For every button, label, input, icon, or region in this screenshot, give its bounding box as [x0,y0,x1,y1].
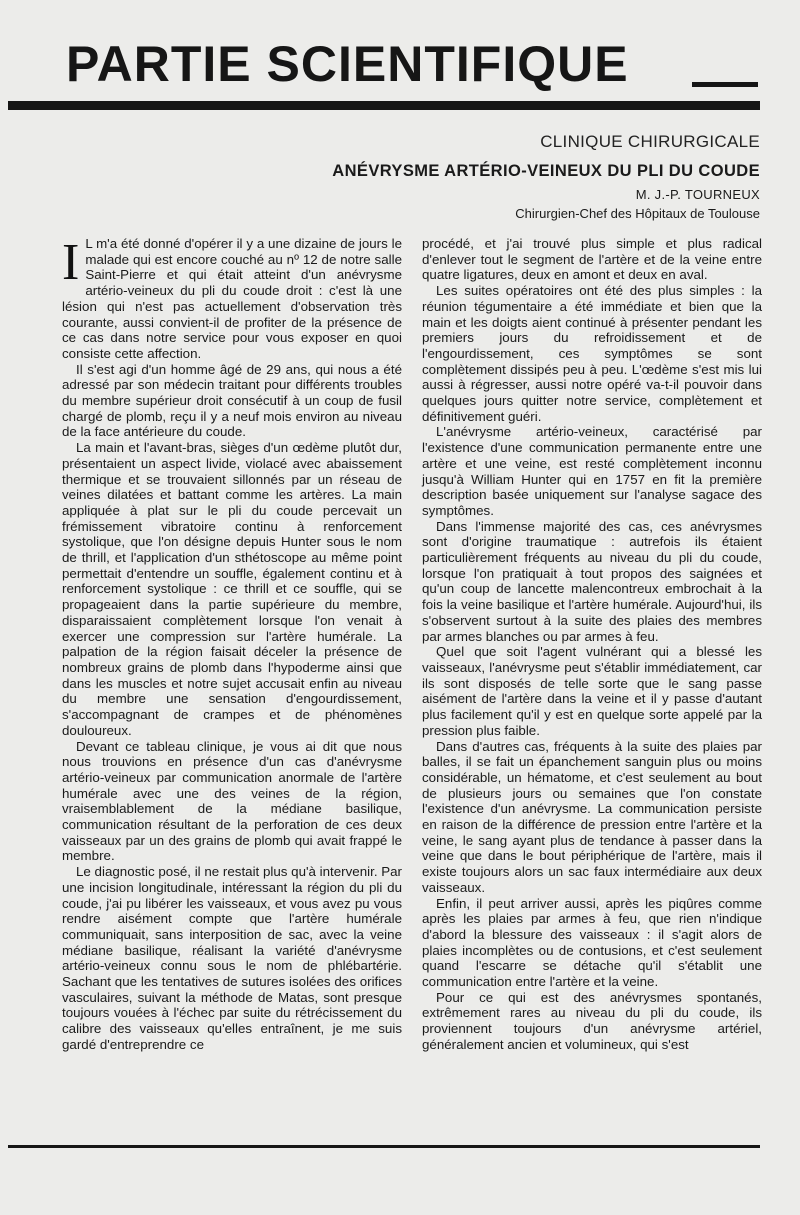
paragraph: Il s'est agi d'un homme âgé de 29 ans, qui nous a été adressé par son médecin traitant pour différents troubles du membre supérieur droit consécutif à un coup de fusil chargé de plomb, reçu il y a neuf mois environ au niveau de la face antérieure du coude. [62,361,402,440]
paragraph: Le diagnostic posé, il ne restait plus qu'à intervenir. Par une incision longitudinale, intéressant la région du pli du coude, j'ai pu libérer les vaisseaux, et vous avez pu vous rendre aisément compte que l'artère humérale communiquait, sans interposition de sac, avec la veine médiane basilique, réalisant la variété d'anévrysme artério-veineux connu sous le nom de phlébartérie. Sachant que les tentatives de sutures isolées des orifices vasculaires, suivant la méthode de Matas, sont presque toujours vouées à l'échec par suite du rétrécissement du calibre des vaisseaux qu'elles entraînent, je me suis gardé d'entreprendre ce [62,864,402,1052]
paragraph: Les suites opératoires ont été des plus simples : la réunion tégumentaire a été immédiate et bien que la main et les doigts aient continué à présenter pendant les premiers jours du refroidissement et de l'engourdissement, ces symptômes se sont complètement dissipés peu à peu. L'œdème s'est mis lui aussi à régresser, aussi notre opéré va-t-il pouvoir dans quelques jours quitter notre service, complètement et définitivement guéri. [422,283,762,424]
paragraph: La main et l'avant-bras, sièges d'un œdème plutôt dur, présentaient un aspect livide, violacé avec abaissement thermique et se trouvaient sillonnés par un réseau de veines dilatées et battant comme les artères. La main appliquée à plat sur le pli du coude percevait un frémissement vibratoire continu à renforcement systolique, que l'on désigne depuis Hunter sous le nom de thrill, et l'application d'un sthétoscope au même point permettait d'entendre un souffle, également continu et à renforcement systolique : ce thrill et ce souffle, qui se propageaient dans la partie supérieure du membre, disparaissaient complètement lorsque l'on venait à exercer une compression sur l'artère humérale. La palpation de la région faisait déceler la présence de nombreux grains de plomb dans l'hypoderme ainsi que dans les muscles et notre sujet accusait enfin au niveau du membre une sensation d'engourdissement, s'accompagnant de crampes et de phénomènes douloureux. [62,440,402,738]
right-column [422,236,762,1053]
paragraph: Devant ce tableau clinique, je vous ai dit que nous nous trouvions en présence d'un cas d'anévrysme artério-veineux par communication anormale de l'artère humérale avec une des veines de la région, vraisemblablement de la médiane basilique, communication résultant de la perforation de ces deux vaisseaux par un des grains de plomb qui avait frappé le membre. [62,738,402,864]
paragraph: I L m'a été donné d'opérer il y a une dizaine de jours le malade qui est encore couché au nº 12 de notre salle Saint-Pierre et qui était atteint d'un anévrysme artério-veineux du pli du coude droit : c'est là une lésion qui n'est pas actuellement d'observation très courante, aussi convient-il de profiter de la présence de ce cas dans notre service pour vous exposer en quoi consiste cette affection. [62,234,402,361]
author: M. J.-P. TOURNEUX [635,187,760,202]
title-dash-rule [692,82,758,87]
header-rule [8,101,760,110]
paragraph: Enfin, il peut arriver aussi, après les piqûres comme après les plaies par armes à feu, que rien n'indique d'abord la blessure des vaisseaux : il s'agit alors de plaies incomplètes ou de contusions, et c'est seulement quand l'escarre se détache qu'il s'établit une communication entre l'artère et la veine. [422,895,762,990]
paragraph: procédé, et j'ai trouvé plus simple et plus radical d'enlever tout le segment de l'artère et de la veine entre quatre ligatures, deux en amont et deux en aval. [422,236,762,283]
left-column [62,236,402,1053]
footer-rule [8,1145,760,1148]
author-affiliation: Chirurgien-Chef des Hôpitaux de Toulouse [515,206,760,221]
paragraph: Dans d'autres cas, fréquents à la suite des plaies par balles, il se fait un épanchement sanguin plus ou moins considérable, un hématome, et c'est seulement au bout de plusieurs jours ou semaines que l'on constate l'existence d'un anévrysme. La communication persiste en raison de la différence de pression entre l'artère et la veine, le sang ayant plus de tendance à passer dans la veine que dans le bout périphérique de l'artère, mais il existe toujours alors un sac faux intermédiaire aux deux vaisseaux. [422,738,762,895]
paragraph: Pour ce qui est des anévrysmes spontanés, extrêmement rares au niveau du pli du coude, ils proviennent toujours d'un anévrysme artériel, généralement ancien et volumineux, qui s'est [422,989,762,1052]
section-label: CLINIQUE CHIRURGICALE [540,132,760,151]
paragraph: Dans l'immense majorité des cas, ces anévrysmes sont d'origine traumatique : autrefois ils étaient particulièrement fréquents au niveau du pli du coude, lorsque l'on pratiquait à tout propos des saignées et qu'un coup de lancette malencontreux embrochait à la fois la veine basilique et l'artère humérale. Aujourd'hui, ils s'observent surtout à la suite des plaies des membres par armes blanches ou par armes à feu. [422,518,762,644]
drop-cap: I [62,234,80,291]
paragraph: Quel que soit l'agent vulnérant qui a blessé les vaisseaux, l'anévrysme peut s'établir immédiatement, car ils sont disposés de telle sorte que le sang passe aisément de l'artère dans la veine et il y passe d'autant plus facilement qu'il y est en quelque sorte appelé par la pression plus faible. [422,644,762,738]
article-title: ANÉVRYSME ARTÉRIO-VEINEUX DU PLI DU COUDE [332,162,760,180]
page-title: PARTIE SCIENTIFIQUE [66,36,629,92]
paragraph: L'anévrysme artério-veineux, caractérisé par l'existence d'une communication permanente entre une artère et une veine, est resté complètement inconnu jusqu'à William Hunter qui en 1757 en fit la première description basée uniquement sur l'analyse sagace des symptômes. [422,424,762,518]
